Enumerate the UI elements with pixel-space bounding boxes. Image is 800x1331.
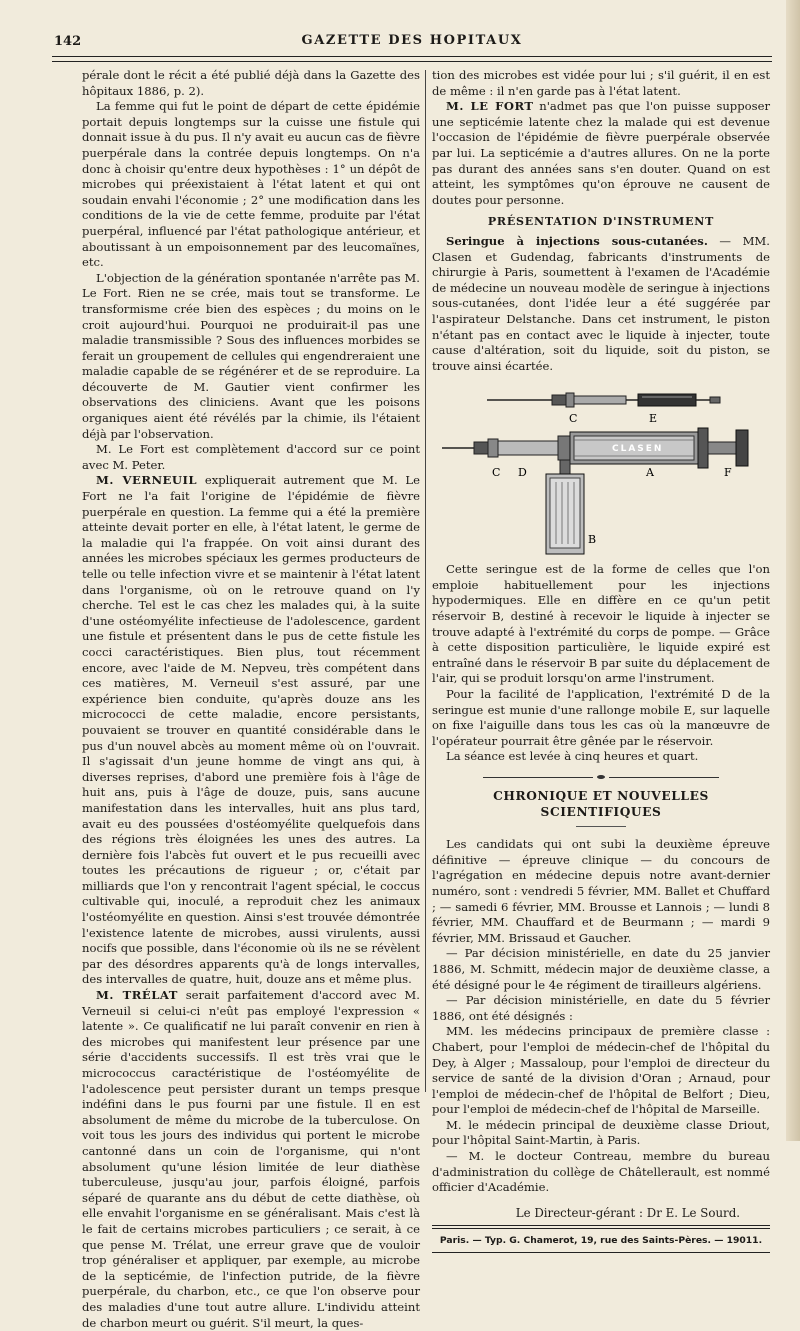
engraved-text: CLASEN [612,444,664,455]
left-paragraph-6 [82,988,420,1331]
label-e: E [649,412,658,426]
right-paragraph-9: — Par décision ministérielle, en date du 5 février 1886, ont été désignés : [432,993,770,1023]
header-rule [52,56,772,62]
right-paragraph-3-text: — MM. Clasen et Gudendag, fabricants d'instruments de chirurgie à Paris, soumettent à l'examen de l'Académie de médecine un nouveau modèle de seringue à injections sous-cutanées, dont l'idée leur a été suggérée par l'aspirateur Delstanche. Dans cet instrument, le piston n'étant pas en contact avec le liquide à injecter, toute cause d'altération, soit du liquide, soit du piston, se trouve ainsi écartée. [432,233,770,373]
printer-imprint: Paris. — Typ. G. Chamerot, 19, rue des Saints-Pères. — 19011. [439,1235,763,1247]
right-paragraph-1: tion des microbes est vidée pour lui ; s'il guérit, il en est de même : il n'en garde pas à l'état latent. [432,68,770,98]
imprint-rule [432,1252,770,1253]
page-edge [786,0,800,1141]
left-paragraph-5-text: expliquerait autrement que M. Le Fort ne l'a fait l'origine de l'épidémie de fièvre puerpérale en question. La femme qui a été la première atteinte devait porter en elle, à l'état latent, le germe de la maladie qui l'a frappée. On voit ainsi durant des années les microbes spéciaux les germes producteurs de telle ou telle infection vivre et se maintenir à l'état latent dans l'organisme, où on le retrouve quand on l'y cherche. Tel est le cas chez les malades qui, à la suite d'une ostéomyélite infectieuse de l'adolescence, gardent une fistule et présentent dans le pus de cette fistule les cocci caractéristiques. Bien plus, tout récemment encore, avec l'aide de M. Nepveu, très compétent dans ces matières, M. Verneuil s'est assuré, par une expérience bien conduite, qu'après douze ans les micrococci de cette maladie, encore persistants, pouvaient se trouver en quantité considérable dans le pus d'un nouvel abcès au moment même où on l'ouvrait. Il s'agissait d'un jeune homme de vingt ans qui, à diverses reprises, d'abord une première fois à l'âge de huit ans, puis à l'âge de douze, puis, sans aucune manifestation dans les intervalles, huit ans plus tard, avait eu des poussées d'ostéomyélite quelquefois dans des régions très éloignées les unes des autres. La dernière fois l'abcès fut ouvert et le pus recueilli avec toutes les précautions de rigueur ; or, c'était par milliards que l'on y rencontrait l'agent spécial, le coccus cultivable qui, inoculé, a reproduit chez les animaux l'ostéomyélite en question. Ainsi s'est trouvée démontrée l'existence latente de microbes, aussi virulents, aussi nocifs que possible, dans l'économie où ils ne se révèlent par des désordres apparents qu'à de longs intervalles, des intervalles de quatre, huit, douze ans et même plus. [82,473,420,987]
speaker-le-fort: M. LE FORT [446,99,534,114]
left-paragraph-3: L'objection de la génération spontanée n'arrête pas M. Le Fort. Rien ne se crée, mais tout se transforme. Le transformisme crée bien des espèces ; du moins on le croit aujourd'hui. Pourquoi ne produirait-il pas une maladie transmissible ? Sous des influences morbides se ferait un groupement de cellules qui engendreraient une maladie capable de se régénérer et de se reproduire. La découverte de M. Gautier vient confirmer les observations des cliniciens. Avant que les poisons organiques aient été révélés par la chimie, ils l'étaient déjà par l'observation. [82,270,420,441]
right-paragraph-2 [432,99,770,208]
running-title: GAZETTE DES HOPITAUX [301,33,523,48]
label-a: A [646,466,654,480]
section-title-chronique: CHRONIQUE ET NOUVELLES SCIENTIFIQUES [493,789,709,819]
syringe-illustration [432,378,770,554]
needle-extension-drawing [487,393,720,407]
right-paragraph-11: M. le médecin principal de deuxième classe Driout, pour l'hôpital Saint-Martin, à Paris. [432,1117,770,1148]
label-c-top: C [569,412,578,426]
left-paragraph-5 [82,473,420,988]
speaker-verneuil: M. VERNEUIL [96,473,198,488]
section-underline [576,826,626,827]
right-paragraph-7: Les candidats qui ont subi la deuxième épreuve définitive — épreuve clinique — du concours de l'agrégation en médecine depuis notre avant-dernier numéro, sont : vendredi 5 février, MM. Ballet et Chuffard ; — samedi 6 février, MM. Brousse et Lannois ; — lundi 8 février, MM. Chauffard et de Beurmann ; — mardi 9 février, MM. Brissaud et Gaucher. [432,837,770,945]
director-signature: Le Directeur-gérant : Dr E. Le Sourd. [515,1205,740,1220]
speaker-trelat: M. TRÉLAT [96,988,178,1003]
ornament-dot [597,775,605,779]
right-paragraph-2-text: n'admet pas que l'on puisse supposer une septicémie latente chez la malade qui est devenue l'occasion de l'épidémie de fièvre puerpérale observée par lui. La septicémie a d'autres allures. On ne la porte pas durant des années sans s'en douter. Quand on est atteint, les symptômes qu'on éprouve ne causent de doutes pour personne. [432,99,770,207]
right-column [432,68,770,1247]
ornament-rule [432,775,770,779]
left-paragraph-6-text: serait parfaitement d'accord avec M. Verneuil si celui-ci n'eût pas employé l'expression « latente ». Ce qualificatif ne lui paraît convenir en rien à des microbes qui manifestent leur présence par une série d'accidents successifs. Il est très vrai que le micrococcus caractéristique de l'ostéomyélite de l'adolescence peut persister durant un temps presque indéfini dans le pus fourni par une fistule. Il en est absolument de même du microbe de la tuberculose. On voit tous les jours des individus qui portent le microbe cantonné dans un coin de l'organisme, qui n'ont absolument qu'une lésion limitée de leur diathèse tuberculeuse, jusqu'au jour, parfois éloigné, parfois séparé de quarante ans du début de cette diathèse, où elle envahit l'organisme en se généralisant. Mais c'est là le fait de certains microbes particuliers ; ce serait, à ce que pense M. Trélat, une erreur grave que de vouloir trop généraliser et appliquer, par exemple, au microbe de la septicémie, de l'infection putride, de la fièvre puerpérale, du charbon, etc., ce que l'on observe pour des maladies d'une tout autre allure. L'individu atteint de charbon meurt ou guérit. S'il meurt, la ques- [82,988,420,1330]
page-number: 142 [54,34,82,49]
column-divider [425,70,426,1092]
left-paragraph-1: pérale dont le récit a été publié déjà dans la Gazette des hôpitaux 1886, p. 2). [82,68,420,98]
section-title-instrument: PRÉSENTATION D'INSTRUMENT [487,215,715,229]
label-f: F [724,466,732,480]
label-b: B [588,533,597,547]
page-header [52,26,772,54]
right-paragraph-5: Pour la facilité de l'application, l'extrémité D de la seringue est munie d'une rallonge mobile E, sur laquelle on fixe l'aiguille dans tous les cas où la manœuvre de l'opérateur pourrait être gênée par le réservoir. [432,687,770,748]
signature-rule [432,1225,770,1229]
left-paragraph-2: La femme qui fut le point de départ de cette épidémie portait depuis longtemps sur la cuisse une fistule qui donnait issue à du pus. Il n'y avait eu aucun cas de fièvre puerpérale dans la contrée depuis longtemps. On n'a donc à choisir qu'entre deux hypothèses : 1° un dépôt de microbes qui préexistaient à l'état latent et qui ont soudain envahi l'économie ; 2° une modification dans les conditions de la vie de cette femme, produite par l'état puerpéral, influencé par l'état pathologique antérieur, et aboutissant à un empoisonnement par des leucomaïnes, etc. [82,99,420,270]
right-paragraph-3 [432,234,770,374]
left-column [82,68,420,1330]
label-d: D [518,466,527,480]
ornament-line-left [483,777,593,778]
label-c: C [492,466,501,480]
ornament-line-right [609,777,719,778]
right-paragraph-10: MM. les médecins principaux de première classe : Chabert, pour l'emploi de médecin-chef de l'hôpital du Dey, à Alger ; Massaloup, pour l'emploi de directeur du service de santé de la division d'Oran ; Arnaud, pour l'emploi de médecin-chef de l'hôpital de Belfort ; Dieu, pour l'emploi de médecin-chef de l'hôpital de Marseille. [432,1024,770,1117]
right-paragraph-6: La séance est levée à cinq heures et quart. [446,749,699,764]
right-paragraph-4: Cette seringue est de la forme de celles que l'on emploie habituellement pour les injections hypodermiques. Elle en diffère en ce qu'un petit réservoir B, destiné à recevoir le liquide à injecter se trouve adapté à l'extrémité du corps de pompe. — Grâce à cette disposition particulière, le liquide expiré est entraîné dans le réservoir B par suite du déplacement de l'air, qui se produit lorsqu'on arme l'instrument. [432,562,770,686]
right-paragraph-8: — Par décision ministérielle, en date du 25 janvier 1886, M. Schmitt, médecin major de deuxième classe, a été désigné pour le 4e régiment de tirailleurs algériens. [432,946,770,992]
right-paragraph-12: — M. le docteur Contreau, membre du bureau d'administration du collège de Châtellerault, est nommé officier d'Académie. [432,1149,770,1195]
syringe-figure [432,378,770,554]
instrument-lead: Seringue à injections sous-cutanées. [446,233,708,248]
left-paragraph-4: M. Le Fort est complètement d'accord sur ce point avec M. Peter. [82,442,420,472]
